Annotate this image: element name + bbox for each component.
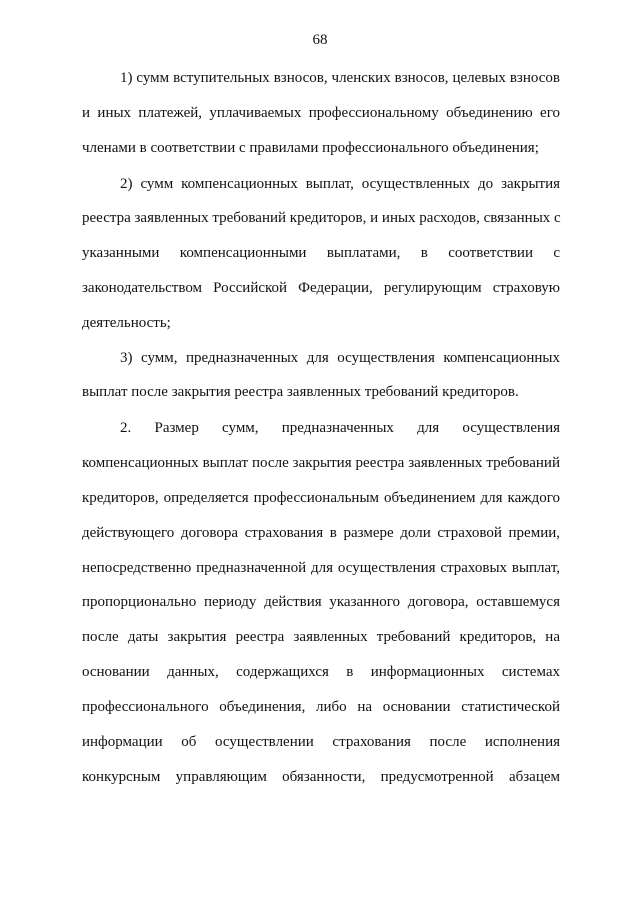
text-line: деятельность; bbox=[82, 315, 171, 331]
text-line: действующего договора страхования в размере доли страховой премии, bbox=[82, 525, 560, 541]
text-line: основании данных, содержащихся в информационных системах bbox=[82, 664, 560, 680]
page-number: 68 bbox=[312, 32, 328, 48]
text-line: реестра заявленных требований кредиторов, и иных расходов, связанных с bbox=[82, 210, 561, 226]
text-line: законодательством Российской Федерации, регулирующим страховую bbox=[82, 280, 560, 296]
text-line: выплат после закрытия реестра заявленных требований кредиторов. bbox=[82, 384, 519, 400]
text-line: кредиторов, определяется профессиональным объединением для каждого bbox=[82, 490, 560, 506]
text-line: компенсационных выплат после закрытия реестра заявленных требований bbox=[82, 455, 560, 471]
text-line: информации об осуществлении страхования после исполнения bbox=[82, 734, 560, 750]
text-line: непосредственно предназначенной для осуществления страховых выплат, bbox=[82, 560, 560, 576]
text-line: 2) сумм компенсационных выплат, осуществленных до закрытия bbox=[120, 176, 560, 192]
text-line: после даты закрытия реестра заявленных требований кредиторов, на bbox=[82, 629, 560, 645]
text-line: 2. Размер сумм, предназначенных для осуществления bbox=[120, 420, 560, 436]
text-line: членами в соответствии с правилами профессионального объединения; bbox=[82, 140, 539, 156]
text-line: 3) сумм, предназначенных для осуществления компенсационных bbox=[120, 350, 560, 366]
text-line: конкурсным управляющим обязанности, предусмотренной абзацем bbox=[82, 769, 560, 785]
text-line: указанными компенсационными выплатами, в соответствии с bbox=[82, 245, 560, 261]
text-line: 1) сумм вступительных взносов, членских взносов, целевых взносов bbox=[120, 70, 560, 86]
text-line: пропорционально периоду действия указанного договора, оставшемуся bbox=[82, 594, 560, 610]
text-line: и иных платежей, уплачиваемых профессиональному объединению его bbox=[82, 105, 560, 121]
text-line: профессионального объединения, либо на основании статистической bbox=[82, 699, 560, 715]
